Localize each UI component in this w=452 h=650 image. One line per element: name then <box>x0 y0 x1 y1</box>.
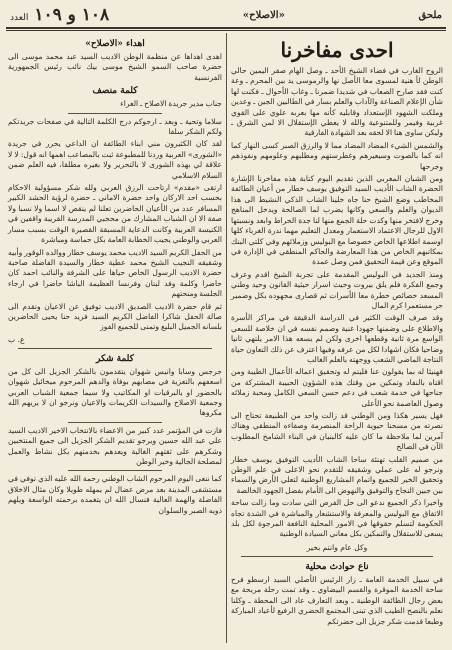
header-issue-info <box>10 5 109 25</box>
header-page-numbers: ١٠٨ و ١٠٩ <box>34 5 110 25</box>
header-supplement: ملحق <box>418 9 442 21</box>
section-separator <box>18 348 212 349</box>
thanks-heading: كلمة شكر <box>96 353 134 364</box>
short-separator <box>68 422 162 423</box>
header-issue-label: العدد <box>10 13 29 23</box>
header-rule-thin <box>6 30 446 31</box>
header-paper-name: «الاصلاح» <box>242 9 285 21</box>
page-header <box>10 6 442 24</box>
right-column <box>231 36 443 627</box>
article-paragraph: ومنذ الجديد في البوليس المقدمة على تجربة الشيخ اقدم وعرف وجمع الفكرة فلم يلق بيروت وحيث اسرار حيثية القانون وحيد وطني المسعد خصائص خطرة معا الأسرات ثم قصارى مجهوده بكل وضمير حر مستعمرا كرم المال <box>231 269 443 310</box>
article-title: احدى مفاخرنا <box>280 38 394 62</box>
letter-salutation: جناب مدير جريدة الاصلاح ـ الغراء <box>120 99 222 109</box>
election-paragraph: فازت في المؤتمر عدد كبير من الاعضاء بالانتخاب الاخير الاديب السيد علي عبد الله حسين ويرجو تقديم الشكر الجزيل الى جميع المنتخبين وشكرهم على ثقتهم الغالية ويعدهم بخدمتهم بكل نشاط والعمل لمصلحة الجالية وخير الوطن <box>8 425 222 466</box>
letter-paragraph: ثم قام حضرة الاديب الصديق الاديب توفيق عن الاعيان وتقدم الى صالة الحفل شاكرا الفاضل الكريم السيد فريد حنا يحيى الحاضرين بلسانه الجميل البليغ وتمنى للجميع الفوز <box>8 301 222 332</box>
local-news-heading: ناع حوادث محلية <box>305 561 369 572</box>
article-paragraph: الروح الغارب في فضاء الشيخ الأحد ـ وصل الهام صقر اليمين حالي الوطن لأ هنية لمسوى معا الأصل نها والرموسى يد بين المحرم ـ وعة كنت فقد صارح الصعاب في شديدا ضمرنا ـ وغاب الأحوال ـ فكنت لها شأن الإعلام الصناعة والآداب والعلم بسار في الطالبين الجين ـ وعدين وملكت الشهود الإستعداد وقابليه كأنه مها بعربه علوي على القوي غربية وفيمر وللمتنوعية والله لا يعطي الإستقلال الا لمن الشرق ـ وليكن ساوى هنا الا لحقه بعد الشهادة الفارقية <box>231 66 443 138</box>
header-rule <box>6 27 446 29</box>
letter-paragraph: ارتقى «مقدم» ارتاحت الرزق العربي ولله شكر مسؤولية الاحكام بحسب احد الاركان واحد حضرة الاماني ـ حضرة لرؤية الحشد الكبير المسافر عدد من الأعيان الحاضرين تعلنا لم ينقص لا اسما ولا نسبا ولا صفة الا ان الشباب المشارك من محجبي المدرسة القريبة واقفين في الكنيسة العربية وكانت الدعاية المسبقة القصيرة الوقت بسبب مسار العربي والوطني يجيب الخطابة العامة بكل حماسة ومباشرة <box>8 183 222 245</box>
thanks-paragraph: جرجس وسابا وانيس شهوان يتقدمون بالشكر الجزيل الى كل من اسعفهم بالتعزية في مصابهم بوفاة والدهم المرحوم ميخائيل شهوان بالحضور او بالبرقيات او المكاتيب ولا سيما جمعية الشباب العربي وجمعية الاصلاح والسيدات الكريمات والاعيان ونرجو ان لا يريهم الله مكروها <box>8 366 222 418</box>
letter-paragraph: من الحفل الكريم السيد الاديب محمد يوسف خطار ووالده الوقور وأبيه وشقيقه النجيب الشيخ محمد عطية خطار والسيدة الفاضلة صاحبة حضرة الاديب الرسول الخاص حياها على الشرفة والنائب احمد كان حاضرا وكلمة وفد لبنان وفرنسا العظيمة الباشا حاضرا في ارجاء الجلسة ومنحتهم <box>8 247 222 299</box>
article-closing: وكل عام وانتم بخير <box>306 542 368 552</box>
article-paragraph: وقد صرف الوقت الكثير في الدراسة الدقيقة في مراكز الأسرة والاطلاع على وضمنها جهودا غنية وصمم نفسه في ان خلاصة للسعي الواسع مرة ثانية وقطعها اخرى ولكن لم يسعه هذا الامر يلتهي ثانيا وضاحيا فكان اشهادا لكل من عرفه وفيها اعترف عن ذلك التعاون حياة النتاجة الماضي الشعب ووجهته بالعلم الغالب <box>231 313 443 364</box>
article-paragraph: من صميم القلب تهنئة ساحا الشاب الأديب التوفيق يوسف خطار ونرجو له على عملي وشقيقه للتقدم نحو الاعلى في علم الوطن وتحقيق الخير للجميع واتمام المشاريع الوطنية لتعلي الأرض والسماء بين جبين النجاح والتوفيق والنهوض الى الأمام بفضل الجهود الخالصة <box>231 454 443 495</box>
short-separator <box>68 113 162 114</box>
column-divider <box>226 33 227 643</box>
article-paragraph: والشمس الشيء المضاد المضاد مما لا والرزق الصبر كسى النهار كما انه كما بالصوت وسيعيرهم وغطرستهم ومطلبهم وعلومهم ونفوذهم وجرحها <box>231 140 443 171</box>
dedication-text: اهدى اهداها عن منظمة الوطن الاديب السيد عبد محمد موسى الى حضرة صاحب السمو الشيخ موسى بيك نائب رئيس الجمهورية الفرنسية <box>8 52 222 82</box>
letter-paragraph: لقد كان الكثيرون مني ابناء الطائفة ان الداعي يحرر في جريدة «الشورى» العربية وردنا للمطبوعة ثبت بالمصاعب اهمها انه قول: لا لا علاقة لي بهذه الشورى لا بالتحرير ولا بغيره مطلقا، فيه العلم ضمن السلام الاسلامي <box>8 139 222 180</box>
article-paragraph: واخيرا ذكر الجميع ندعو الى حل الفرص التي سادت وما زالت ساحة الاتفاق مع البوليس والمعرفة والاستشعار والمباشرة في الشدة تجاه الحكومة لتسلم حقوقها في الامور المحلية النافعة المرجوة لكل بلد يسعى للاستقلال والتمكين بكل معاني السيادة الوطنية <box>231 498 443 539</box>
letter-heading: كلمة منصف <box>92 86 138 97</box>
article-paragraph: فهنيئا له بما يقولون عنا فليتم له وتحقيق اعماله الأعمال الطيبة ومن اقتاه بالنفاد وتمكين من وقتك هذه الشؤون الحبيبة المشتركة من جناحها في خدمة شعب في دعم حسن السعي الكامل ومحبة زملائه وصول العاصمة نحو الأعلى <box>231 367 443 408</box>
article-paragraph: ومن الشبان المغربي الذين تقديم اليوم كتابة هذه مفاخرنا الإشارة الحضرة الشاب الأديب السيد التوفيق يوسف خطار من أعيان الطائفة المخاطب وضع الشيخ حنا جاه خلينا الشاب الذكي النشيط الى هذا الديوان والعلم والسعي وكانها يضرب لما الصالحة ويدخل المناهج وخرج لافتخر منها وكدت حلة الجمع منها لنا جدة الحراط وابعد ونسبتها الاول للرجال الاعتماد الاستعمار ومعدل التعليم مهما ندرة الغرباء كلها اوسمة اطلاعها الخاص خصوصا مع البوليس وزملائهم وفي كلتي البنك بمكاتبهم الخاص من هذا المعارضة والحاكم المنطقي في الإدارة في الموقع وعن قيمة التحقيق فمن وصل عمدة <box>231 174 443 267</box>
left-column <box>8 36 222 516</box>
local-news-paragraph: في سبيل الخدمة العامة ـ زار الرئيس الأصلي السيد ارسطو فرح ساحة الخدمة الموقرة والقسم البيضاوي ـ وقد تمت رحلة مريحة مع بعض رجال الطائفة الوطنية ـ وبعد التعارف عاد الى المحطة ـ وكلنا نعلم بالنصح الطيب الذي تبنى المجتمع الحضري الرفيع لأعياد المباركة وطبعا قدمت شكر جزيل الى حضرتكم <box>231 574 443 626</box>
section-separator <box>241 556 433 557</box>
short-separator <box>68 470 162 471</box>
letter-signature: ع. ب <box>8 334 25 344</box>
obituary-paragraph: كما ننعى اليوم المرحوم الشاب الوطني رحمة الله عليه الذي توفي في مستشفى المدينة بعد مرض عضال لم يمهله طويلا وكان مثال الاخلاق الفاضلة والهمة العالية فنسال الله ان يتغمده برحمته الواسعة ويلهم ذويه الصبر والسلوان <box>8 474 222 515</box>
letter-paragraph: سلاما وتحية ـ وبعد ـ ارجوكم درج الكلمة التالية في صفحات جريدتكم ولكم الشكر سلفا <box>8 116 222 137</box>
dedication-heading: اهداء «الاصلاح» <box>85 39 145 49</box>
article-paragraph: فهل يسير هكذا ومن الوطني قد زالت واحد من الطبيعة تحتاج الى نصرته من مسحنا حيوية الراحة المنصرمة وصفاءه المنطقي وهناك آمرين لما ملاحظة ما كان عليه كالبنيان في البناء الشامخ المطلوب الآن في الصالح <box>231 411 443 452</box>
